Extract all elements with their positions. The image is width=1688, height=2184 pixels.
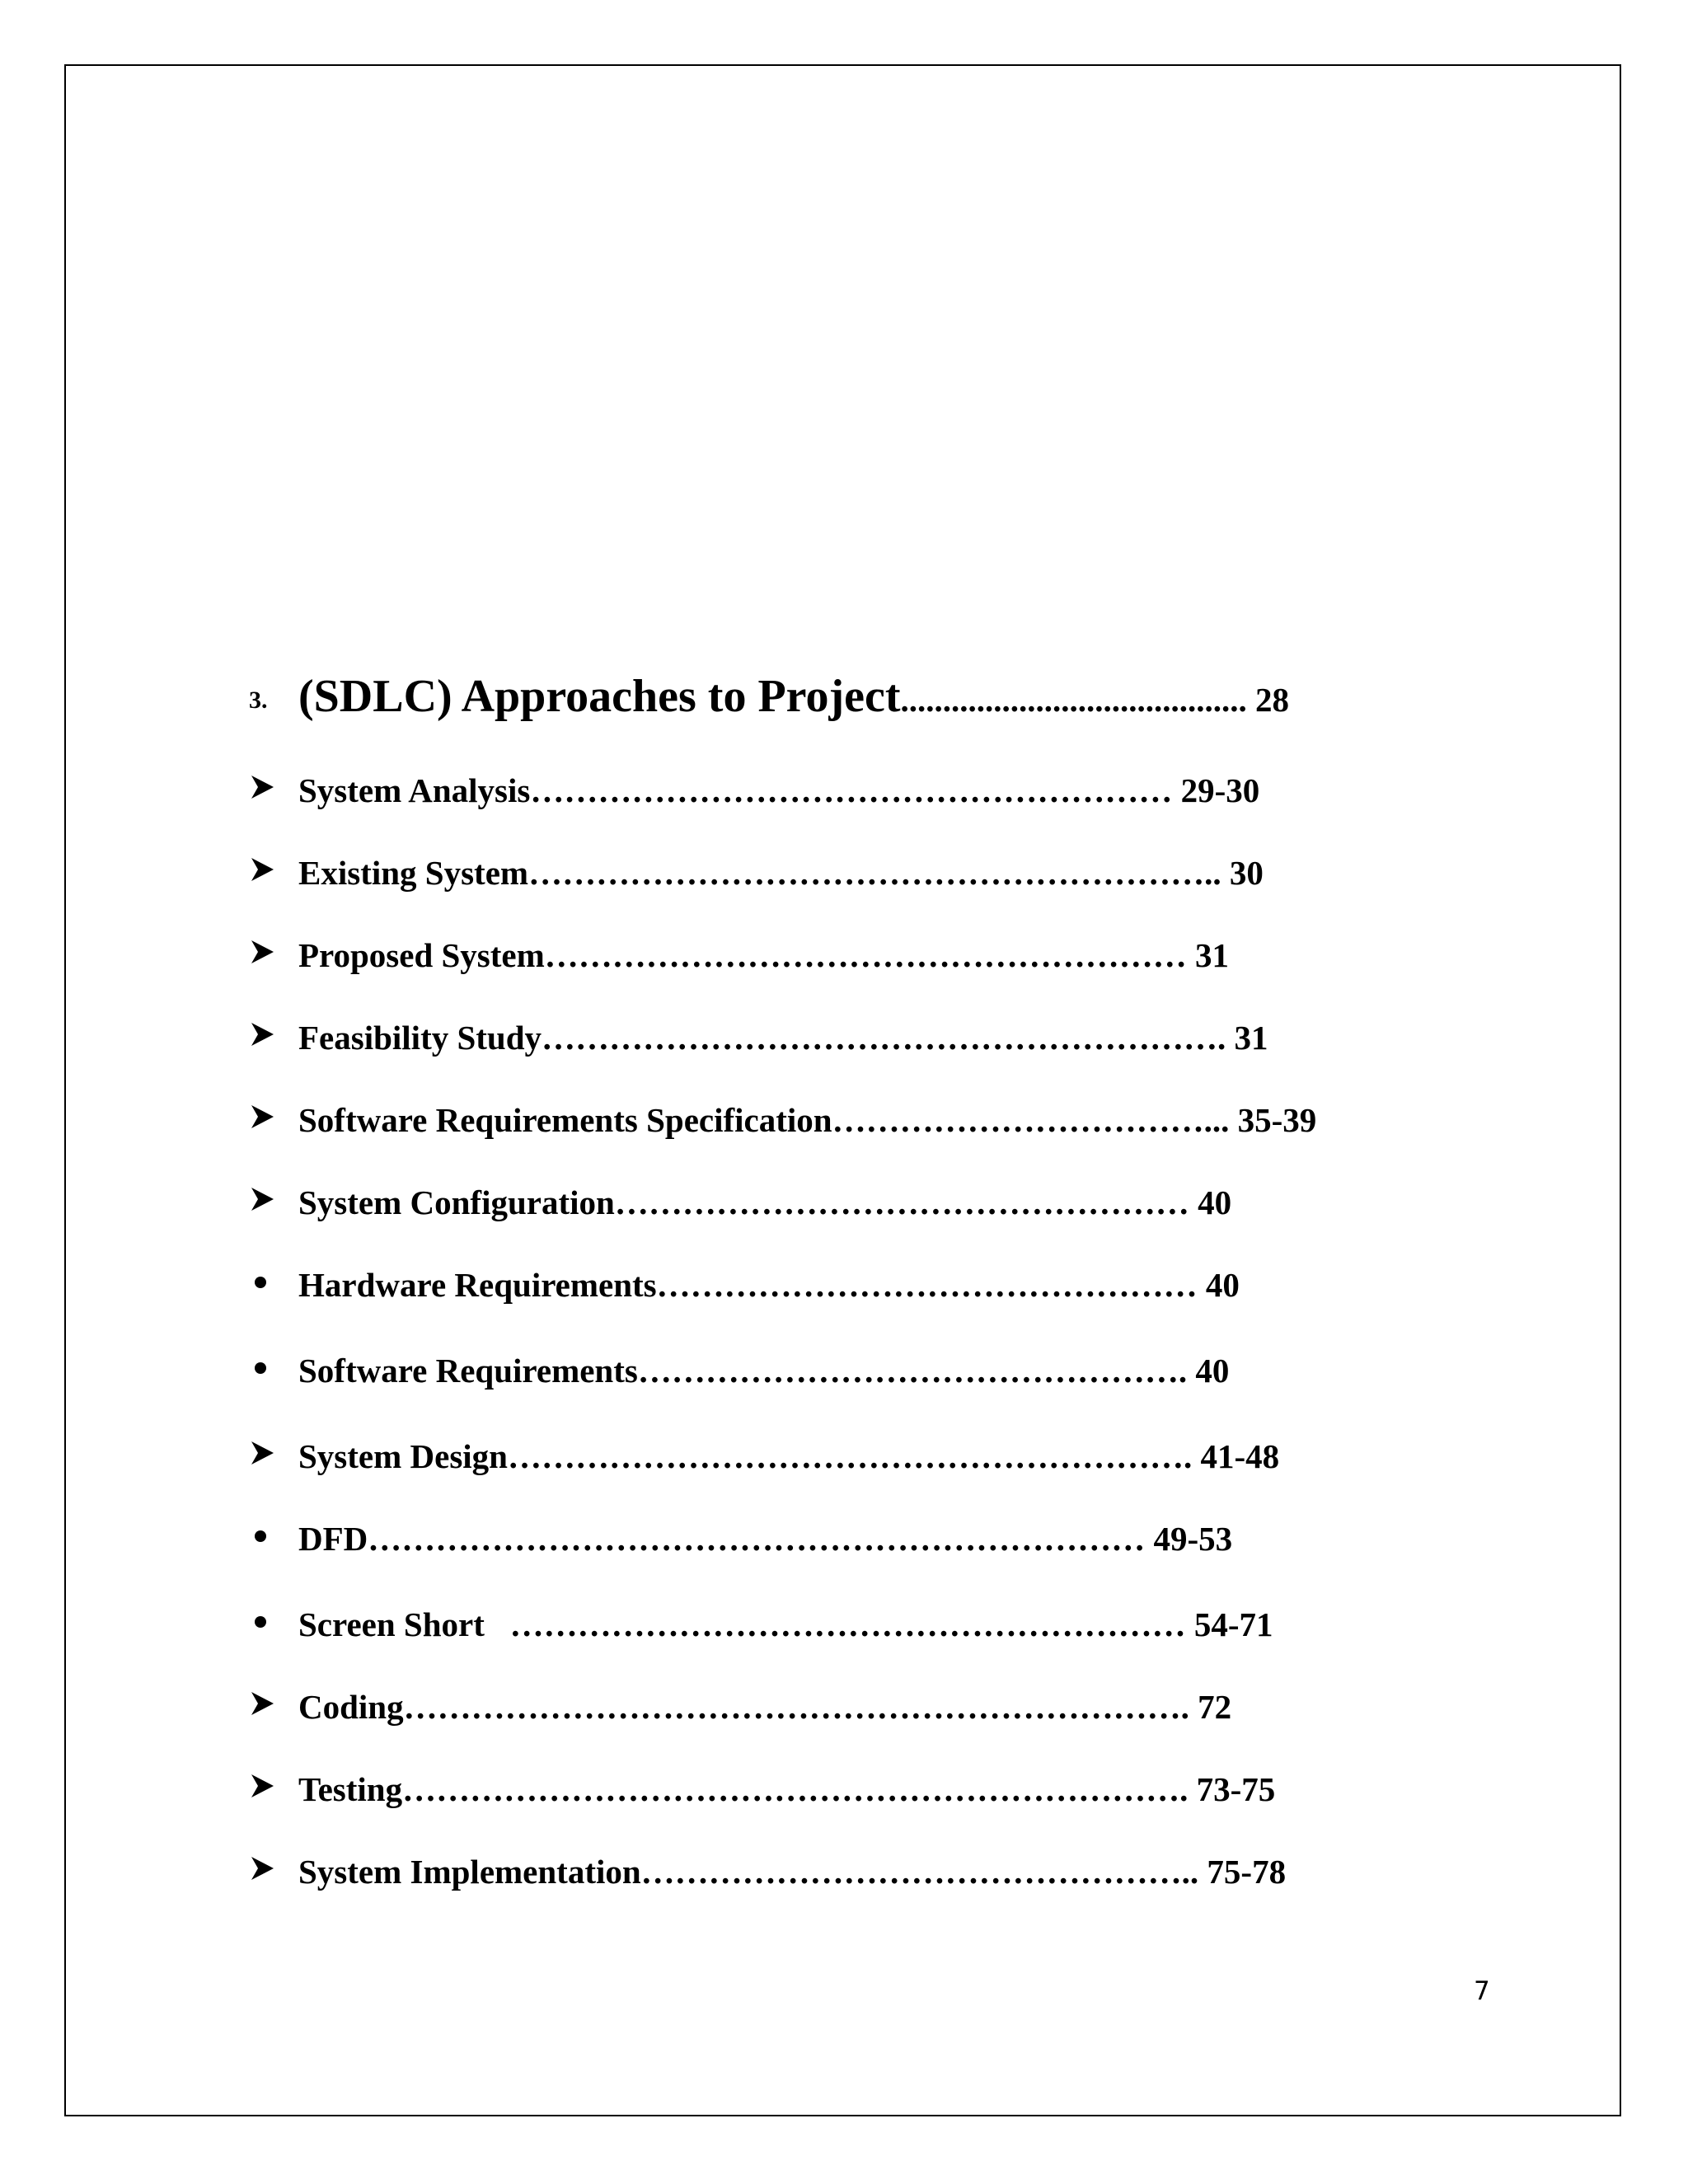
toc-item-dots: …………………………………………. xyxy=(637,1352,1188,1390)
toc-item-dots: ……………………………... xyxy=(832,1101,1230,1139)
toc-item-title: Software Requirements Specification xyxy=(298,1101,832,1139)
toc-item-title: System Configuration xyxy=(298,1183,615,1221)
toc-item-title: DFD xyxy=(298,1520,368,1558)
toc-item-dots: …………………………………………………………… xyxy=(368,1520,1146,1558)
toc-item-title: Testing xyxy=(298,1770,403,1808)
toc-item-dots: …………………………………………………….. xyxy=(528,854,1221,892)
toc-item-title: Software Requirements xyxy=(298,1352,638,1390)
toc-item-title: System Analysis xyxy=(298,771,531,809)
arrow-icon xyxy=(249,1018,275,1051)
toc-item-page: 75-78 xyxy=(1207,1853,1287,1891)
toc-item-page: 29-30 xyxy=(1180,771,1260,809)
toc-item-title: Hardware Requirements xyxy=(298,1266,657,1304)
toc-item-dots: ……………………………………………………………. xyxy=(402,1770,1189,1808)
toc-item-title: Screen Short xyxy=(298,1605,510,1643)
toc-item-dots: …………………………………………… xyxy=(614,1183,1189,1221)
arrow-icon xyxy=(249,1436,275,1469)
dot-icon xyxy=(249,1265,275,1298)
toc-item-dots: ……………………………………………………. xyxy=(542,1019,1226,1057)
toc-heading-page: 28 xyxy=(1255,681,1290,719)
toc-item-page: 49-53 xyxy=(1153,1520,1233,1558)
dot-icon xyxy=(249,1605,275,1638)
toc-item-page: 40 xyxy=(1195,1352,1230,1390)
toc-item-dots: ……………………………………………………………. xyxy=(403,1688,1189,1726)
toc-heading-title: (SDLC) Approaches to Project xyxy=(298,671,901,722)
toc-item-title: System Design xyxy=(298,1437,508,1475)
dot-icon xyxy=(249,1351,275,1384)
toc-item-dots: ………………………………………………… xyxy=(544,936,1187,974)
arrow-icon xyxy=(249,1183,275,1216)
toc-item-title: Feasibility Study xyxy=(298,1019,542,1057)
page-number: 7 xyxy=(1474,1976,1490,2006)
toc-item-title: Coding xyxy=(298,1688,404,1726)
toc-item-page: 35-39 xyxy=(1237,1101,1317,1139)
toc-item-dots: …………………………………………………… xyxy=(509,1605,1186,1643)
arrow-icon xyxy=(249,1769,275,1802)
toc-item-page: 31 xyxy=(1195,936,1230,974)
toc-item-page: 40 xyxy=(1198,1183,1232,1221)
toc-item-dots: ………………………………………… xyxy=(656,1266,1198,1304)
toc-item-dots: ………………………………………….. xyxy=(640,1853,1199,1891)
toc-item-title: Existing System xyxy=(298,854,529,892)
arrow-icon xyxy=(249,1687,275,1720)
dot-icon xyxy=(249,1519,275,1552)
arrow-icon xyxy=(249,853,275,886)
toc-item-title: System Implementation xyxy=(298,1853,641,1891)
toc-item-page: 41-48 xyxy=(1200,1437,1280,1475)
toc-item-page: 73-75 xyxy=(1196,1770,1276,1808)
arrow-icon xyxy=(249,935,275,968)
arrow-icon xyxy=(249,1100,275,1133)
toc-item-dots: ………………………………………………… xyxy=(530,771,1173,809)
toc-item-page: 31 xyxy=(1234,1019,1268,1057)
toc-item-title: Proposed System xyxy=(298,936,545,974)
toc-heading-number: 3. xyxy=(249,687,268,714)
toc-item-page: 30 xyxy=(1229,854,1264,892)
toc-item-page: 72 xyxy=(1198,1688,1232,1726)
arrow-icon xyxy=(249,1852,275,1885)
toc-item-page: 40 xyxy=(1205,1266,1240,1304)
toc-heading-dots: ......................................... xyxy=(900,681,1247,719)
toc-item-dots: ……………………………………………………. xyxy=(507,1437,1193,1475)
toc-item-page: 54-71 xyxy=(1193,1605,1273,1643)
toc-heading-line xyxy=(298,670,1289,723)
arrow-icon xyxy=(249,771,275,804)
